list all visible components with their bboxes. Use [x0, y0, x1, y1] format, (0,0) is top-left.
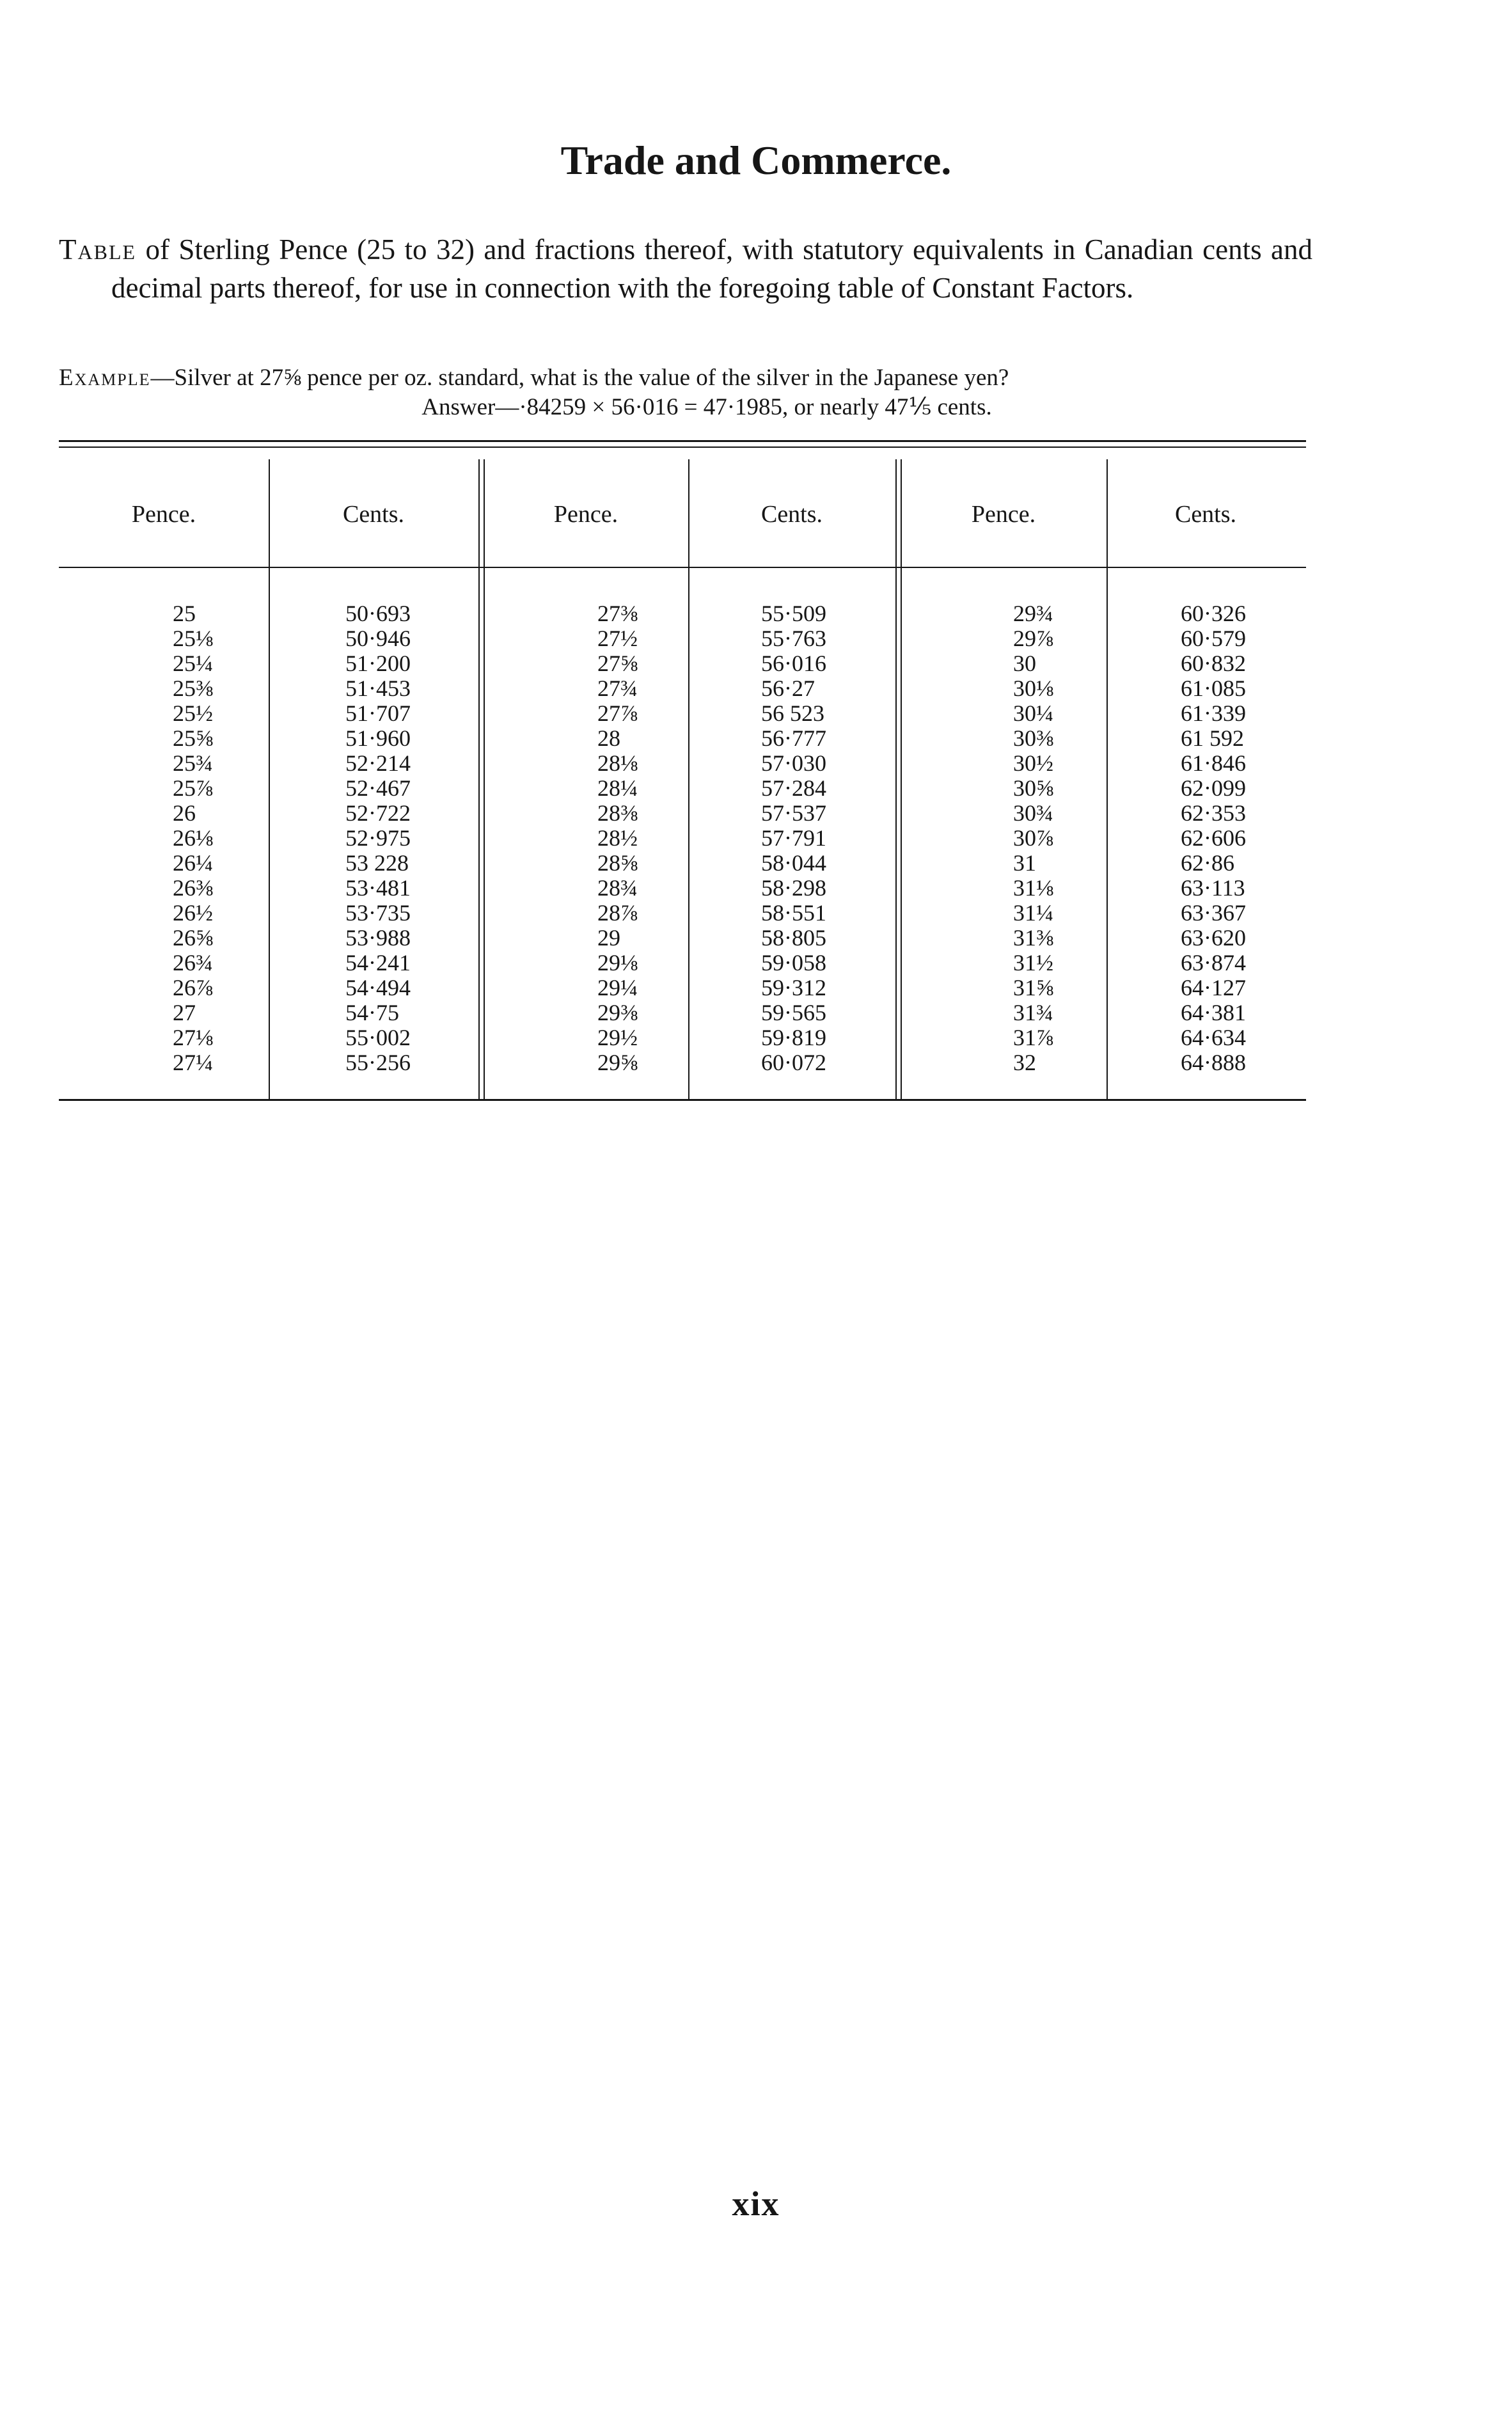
table-bottom-rule	[59, 1099, 1306, 1101]
column-divider-double	[484, 459, 485, 1099]
table-cell: 52·722	[345, 800, 411, 826]
table-cell: 64·381	[1181, 1000, 1246, 1025]
pence-column	[1013, 601, 1053, 1075]
header-rule	[59, 567, 1306, 568]
table-cell: 31½	[1013, 950, 1053, 976]
table-cell: 31	[1013, 850, 1036, 876]
table-cell: 28⅛	[597, 750, 638, 776]
table-cell: 25½	[173, 700, 213, 726]
table-cell: 31¾	[1013, 1000, 1053, 1025]
table-cell: 30⅝	[1013, 775, 1053, 801]
table-cell: 54·494	[345, 975, 411, 1000]
table-cell: 58·298	[761, 875, 826, 901]
page-number: xix	[732, 2185, 780, 2223]
table-cell: 31¼	[1013, 900, 1053, 926]
table-cell: 54·241	[345, 950, 411, 976]
table-cell: 60·326	[1181, 601, 1246, 626]
table-cell: 61·846	[1181, 750, 1246, 776]
table-cell: 28	[597, 725, 620, 751]
cents-column	[345, 601, 411, 1075]
table-cell: 61 592	[1181, 725, 1244, 751]
table-cell: 27⅞	[597, 700, 638, 726]
pence-column	[597, 601, 638, 1075]
table-cell: 57·284	[761, 775, 826, 801]
table-cell: 50·946	[345, 626, 411, 651]
table-cell: 28¼	[597, 775, 638, 801]
table-cell: 31⅜	[1013, 925, 1053, 951]
cents-column	[1181, 601, 1246, 1075]
table-cell: 52·214	[345, 750, 411, 776]
table-cell: 55·002	[345, 1025, 411, 1050]
table-cell: 26⅝	[173, 925, 213, 951]
table-cell: 30⅛	[1013, 676, 1053, 701]
table-cell: 26¼	[173, 850, 213, 876]
table-cell: 59·565	[761, 1000, 826, 1025]
table-cell: 29	[597, 925, 620, 951]
table-cell: 28¾	[597, 875, 638, 901]
table-cell: 60·832	[1181, 651, 1246, 676]
column-divider-double	[478, 459, 480, 1099]
table-cell: 61·085	[1181, 676, 1246, 701]
table-cell: 62·099	[1181, 775, 1246, 801]
table-cell: 27⅛	[173, 1025, 213, 1050]
caption-lead: Table	[59, 233, 137, 265]
table-cell: 56·27	[761, 676, 815, 701]
table-cell: 30⅜	[1013, 725, 1053, 751]
table-cell: 53 228	[345, 850, 409, 876]
table-cell: 64·888	[1181, 1050, 1246, 1075]
column-header: Pence.	[971, 501, 1036, 528]
table-cell: 26⅜	[173, 875, 213, 901]
table-cell: 27½	[597, 626, 638, 651]
table-cell: 57·537	[761, 800, 826, 826]
table-cell: 28⅝	[597, 850, 638, 876]
column-divider	[1106, 459, 1108, 1099]
table-cell: 27	[173, 1000, 196, 1025]
table-cell: 53·481	[345, 875, 411, 901]
table-top-rule-double	[59, 446, 1306, 448]
table-cell: 56 523	[761, 700, 824, 726]
table-cell: 25	[173, 601, 196, 626]
table-cell: 56·777	[761, 725, 826, 751]
table-cell: 25⅜	[173, 676, 213, 701]
table-cell: 64·127	[1181, 975, 1246, 1000]
column-header: Pence.	[553, 501, 618, 528]
table-cell: 53·735	[345, 900, 411, 926]
table-cell: 56·016	[761, 651, 826, 676]
table-cell: 62·606	[1181, 825, 1246, 851]
table-cell: 29⅛	[597, 950, 638, 976]
column-divider-double	[895, 459, 897, 1099]
table-cell: 64·634	[1181, 1025, 1246, 1050]
table-cell: 26½	[173, 900, 213, 926]
table-cell: 30⅞	[1013, 825, 1053, 851]
table-cell: 60·072	[761, 1050, 826, 1075]
table-cell: 58·044	[761, 850, 826, 876]
table-cell: 52·467	[345, 775, 411, 801]
table-cell: 57·030	[761, 750, 826, 776]
table-cell: 59·819	[761, 1025, 826, 1050]
table-cell: 29⅞	[1013, 626, 1053, 651]
table-cell: 31⅝	[1013, 975, 1053, 1000]
cents-column	[761, 601, 826, 1075]
table-cell: 62·353	[1181, 800, 1246, 826]
column-divider	[688, 459, 689, 1099]
table-cell: 27¼	[173, 1050, 213, 1075]
table-cell: 28⅜	[597, 800, 638, 826]
table-cell: 30	[1013, 651, 1036, 676]
table-cell: 29⅜	[597, 1000, 638, 1025]
table-cell: 54·75	[345, 1000, 399, 1025]
table-cell: 28½	[597, 825, 638, 851]
table-cell: 26	[173, 800, 196, 826]
table-cell: 50·693	[345, 601, 411, 626]
table-cell: 32	[1013, 1050, 1036, 1075]
table-cell: 31⅛	[1013, 875, 1053, 901]
column-header: Cents.	[760, 501, 823, 528]
example-answer: Answer—·84259 × 56·016 = 47·1985, or nearly 47⅕ cents.	[421, 394, 992, 420]
column-divider	[269, 459, 270, 1099]
table-cell: 63·113	[1181, 875, 1245, 901]
table-cell: 29¾	[1013, 601, 1053, 626]
table-cell: 29⅝	[597, 1050, 638, 1075]
table-cell: 26⅛	[173, 825, 213, 851]
table-cell: 26¾	[173, 950, 213, 976]
table-cell: 59·312	[761, 975, 826, 1000]
table-cell: 51·707	[345, 700, 411, 726]
table-cell: 58·551	[761, 900, 826, 926]
column-header: Cents.	[1174, 501, 1237, 528]
table-cell: 59·058	[761, 950, 826, 976]
column-header: Cents.	[342, 501, 405, 528]
table-caption	[59, 230, 1312, 307]
table-cell: 25⅛	[173, 626, 213, 651]
table-cell: 30¼	[1013, 700, 1053, 726]
table-cell: 62·86	[1181, 850, 1234, 876]
table-cell: 25⅝	[173, 725, 213, 751]
table-cell: 25⅞	[173, 775, 213, 801]
table-cell: 30¾	[1013, 800, 1053, 826]
table-cell: 25¾	[173, 750, 213, 776]
table-cell: 51·200	[345, 651, 411, 676]
table-cell: 27⅝	[597, 651, 638, 676]
table-cell: 63·874	[1181, 950, 1246, 976]
table-cell: 29¼	[597, 975, 638, 1000]
table-cell: 63·620	[1181, 925, 1246, 951]
table-top-rule	[59, 440, 1306, 442]
table-cell: 28⅞	[597, 900, 638, 926]
example-question: —Silver at 27⅝ pence per oz. standard, what is the value of the silver in the Japanese yen?	[150, 365, 1009, 391]
table-cell: 31⅞	[1013, 1025, 1053, 1050]
table-cell: 51·960	[345, 725, 411, 751]
table-cell: 55·763	[761, 626, 826, 651]
table-cell: 27¾	[597, 676, 638, 701]
table-cell: 63·367	[1181, 900, 1246, 926]
example-lead: Example	[59, 365, 151, 391]
table-cell: 51·453	[345, 676, 411, 701]
table-cell: 55·509	[761, 601, 826, 626]
column-header: Pence.	[131, 501, 196, 528]
page-title: Trade and Commerce.	[560, 138, 952, 183]
table-cell: 52·975	[345, 825, 411, 851]
table-cell: 26⅞	[173, 975, 213, 1000]
table-cell: 61·339	[1181, 700, 1246, 726]
table-cell: 29½	[597, 1025, 638, 1050]
table-cell: 58·805	[761, 925, 826, 951]
table-cell: 25¼	[173, 651, 213, 676]
table-cell: 57·791	[761, 825, 826, 851]
pence-column	[173, 601, 213, 1075]
table-cell: 60·579	[1181, 626, 1246, 651]
column-divider-double	[901, 459, 902, 1099]
table-cell: 55·256	[345, 1050, 411, 1075]
table-cell: 27⅜	[597, 601, 638, 626]
caption-text: of Sterling Pence (25 to 32) and fractions thereof, with statutory equivalents in Canadian cents and decimal parts thereof, for use in connection with the foregoing table of Constant Factors.	[111, 233, 1312, 304]
example-text	[59, 363, 1312, 393]
table-cell: 53·988	[345, 925, 411, 951]
table-cell: 30½	[1013, 750, 1053, 776]
